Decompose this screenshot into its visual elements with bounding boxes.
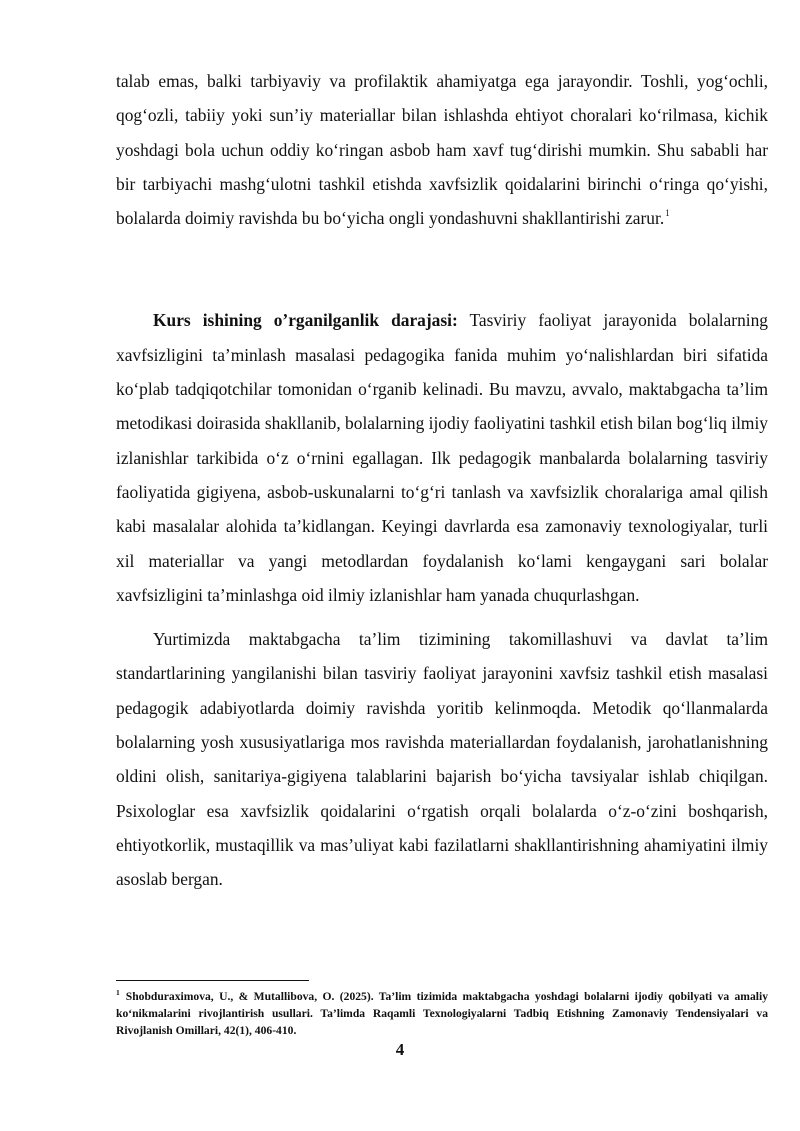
paragraph-text: Tasviriy faoliyat jarayonida bolalarning xavfsizligini ta’minlash masalasi pedagogika fanida muhim yo‘nalishlardan biri sifatida ko‘plab tadqiqotchilar tomonidan o‘rganib kelinadi. Bu mavzu, avvalo, maktabgacha ta’lim metodikasi doirasida shakllanib, bolalarning ijodiy faoliyatini tashkil etish bilan bog‘liq ilmiy izlanishlar tarkibida o‘z o‘rnini egallagan. Ilk pedagogik manbalarda bolalarning tasviriy faoliyatida gigiyena, asbob-uskunalarni to‘g‘ri tanlash va xavfsizlik choralariga amal qilish kabi masalalar alohida ta’kidlangan. Keyingi davrlarda esa zamonaviy texnologiyalar, turli xil materiallar va yangi metodlardan foydalanish ko‘lami kengaygani sari bolalar xavfsizligini ta’minlashga oid ilmiy izlanishlar ham yanada chuqurlashgan. [116,310,768,605]
paragraph-national-context [116,622,768,896]
footnote-reference: 1 [665,208,670,219]
footnote-text: Shobduraximova, U., & Mutallibova, O. (2025). Ta’lim tizimida maktabgacha yoshdagi bolalarni ijodiy qobilyati va amaliy ko‘nikmalarini rivojlantirish usullari. Ta’limda Raqamli Texnologiyalarni Tadbiq Etishning Zamonaviy Tendensiyalari va Rivojlanish Omillari, 42(1), 406-410. [116,990,768,1037]
page-number: 4 [395,1040,405,1059]
paragraph-text: Yurtimizda maktabgacha ta’lim tizimining takomillashuvi va davlat ta’lim standartlarining yangilanishi bilan tasviriy faoliyat jarayonini xavfsiz tashkil etish masalasi pedagogik adabiyotlarda doimiy ravishda yoritib kelinmoqda. Metodik qo‘llanmalarda bolalarning yosh xususiyatlariga mos ravishda materiallardan foydalanish, jarohatlanishning oldini olish, sanitariya-gigiyena talablarini bajarish bo‘yicha tavsiyalar ishlab chiqilgan. Psixologlar esa xavfsizlik qoidalarini o‘rgatish orqali bolalarda o‘z-o‘zini boshqarish, ehtiyotkorlik, mustaqillik va mas’uliyat kabi fazilatlarni shakllantirishning ahamiyatini ilmiy asoslab bergan. [116,629,768,890]
section-heading: Kurs ishining o’rganilganlik darajasi: [153,310,458,331]
footnote [116,988,768,1039]
footnote-separator [116,980,309,981]
footnote-number: 1 [116,988,120,997]
paragraph-continuation [116,64,768,235]
paragraph-text: talab emas, balki tarbiyaviy va profilaktik ahamiyatga ega jarayondir. Toshli, yog‘ochli, qog‘ozli, tabiiy yoki sun’iy materiallar bilan ishlashda ehtiyot choralari ko‘rilmasa, kichik yoshdagi bola uchun oddiy ko‘ringan asbob ham xavf tug‘dirishi mumkin. Shu sababli har bir tarbiyachi mashg‘ulotni tashkil etishda xavfsizlik qoidalarini birinchi o‘ringa qo‘yishi, bolalarda doimiy ravishda bu bo‘yicha ongli yondashuvni shakllantirishi zarur. [116,71,768,229]
paragraph-study-level [116,303,768,612]
document-body [116,64,768,897]
